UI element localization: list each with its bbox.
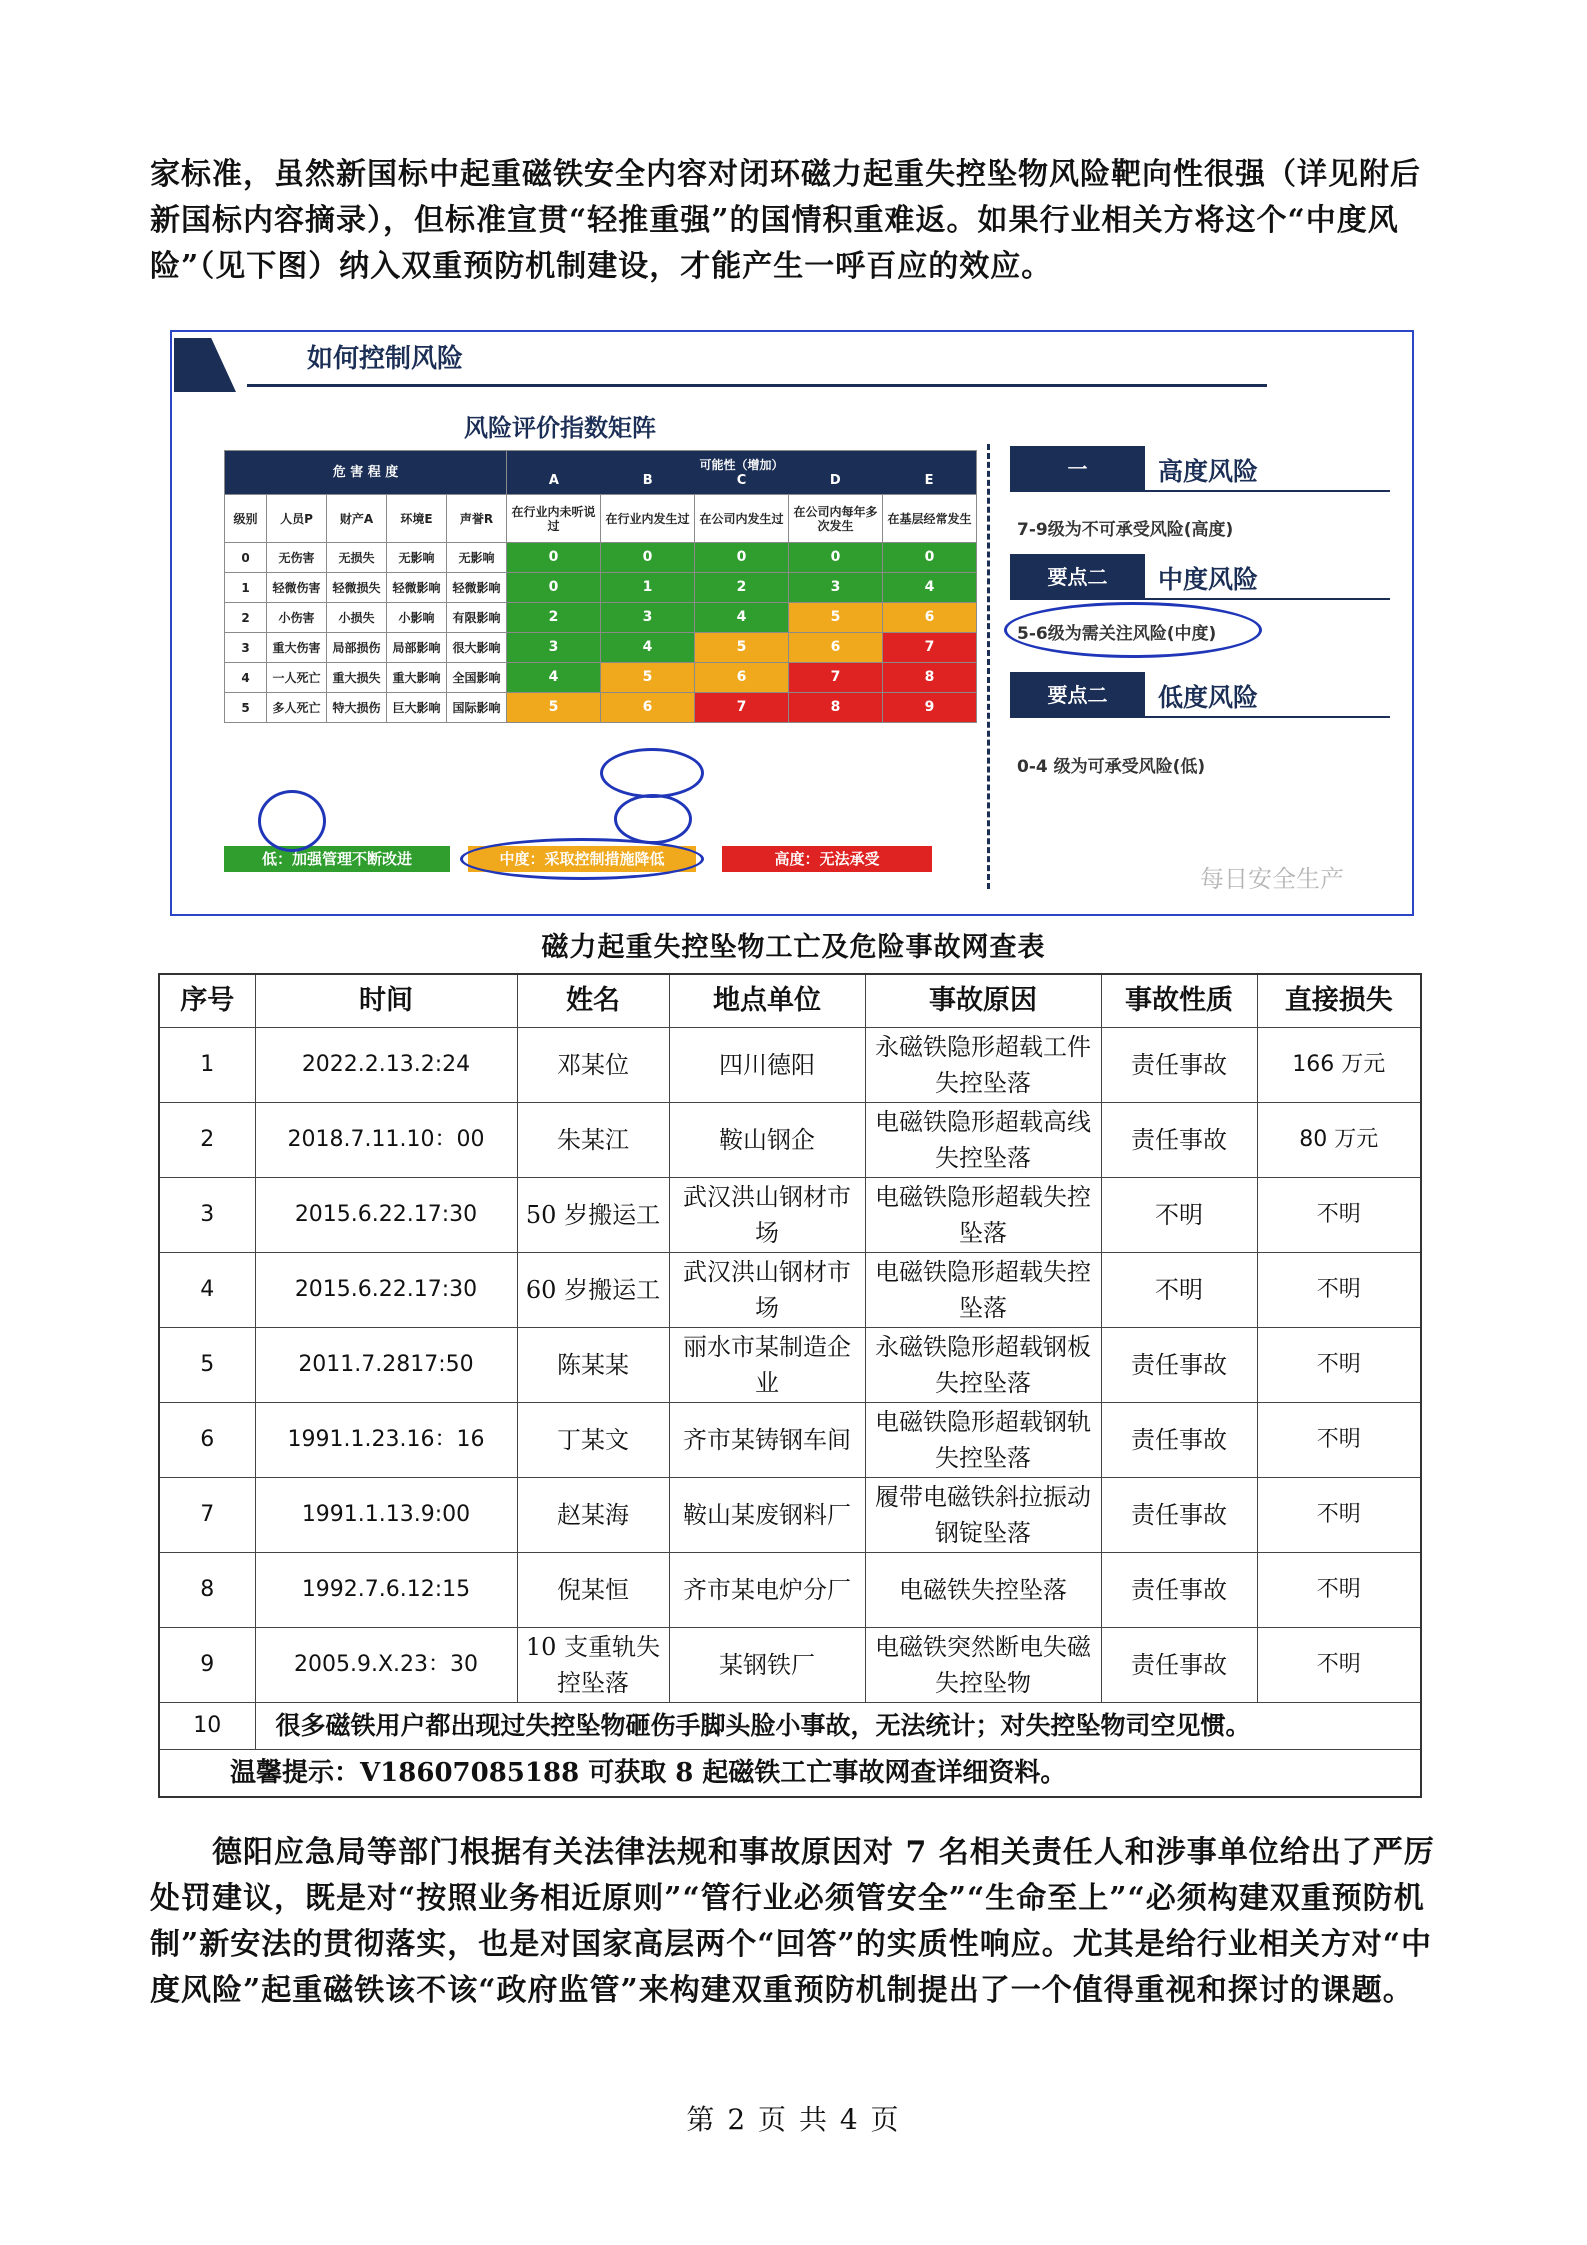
table-cell: 丁某文 (517, 1403, 669, 1478)
matrix-cell-r: 无影响 (447, 543, 507, 573)
matrix-cell-level: 4 (225, 663, 267, 693)
table-cell: 不明 (1257, 1553, 1421, 1628)
matrix-subheader: 人员P (267, 495, 327, 543)
table-cell: 1991.1.13.9:00 (255, 1478, 517, 1553)
risk-value-cell: 4 (601, 633, 695, 663)
matrix-cell-e: 轻微影响 (387, 573, 447, 603)
table-cell: 2015.6.22.17:30 (255, 1178, 517, 1253)
row10-note: 很多磁铁用户都出现过失控坠物砸伤手脚头脸小事故，无法统计；对失控坠物司空见惯。 (255, 1703, 1421, 1750)
possibility-letters (507, 473, 976, 488)
matrix-cell-a: 重大损失 (327, 663, 387, 693)
divider (987, 444, 990, 889)
col-letter: A (548, 472, 559, 488)
risk-value-cell: 0 (601, 543, 695, 573)
table-cell: 不明 (1257, 1403, 1421, 1478)
table-cell: 2005.9.X.23：30 (255, 1628, 517, 1703)
matrix-cell-p: 无伤害 (267, 543, 327, 573)
table-cell: 5 (159, 1328, 255, 1403)
risk-value-cell: 0 (695, 543, 789, 573)
risk-value-cell: 5 (601, 663, 695, 693)
mid-risk-text: 5-6级为需关注风险(中度) (1017, 624, 1217, 644)
col-letter: D (829, 472, 841, 488)
table-cell: 武汉洪山钢材市场 (669, 1253, 865, 1328)
risk-value-cell: 7 (789, 663, 883, 693)
mid-risk-text-highlight (1004, 602, 1262, 658)
matrix-subheader: 声誉R (447, 495, 507, 543)
table-cell: 166 万元 (1257, 1028, 1421, 1103)
matrix-cell-level: 0 (225, 543, 267, 573)
column-header: 直接损失 (1257, 974, 1421, 1028)
matrix-header-row (225, 451, 977, 495)
matrix-subheader: 级别 (225, 495, 267, 543)
table-cell: 朱某江 (517, 1103, 669, 1178)
matrix-subheader: 在公司内发生过 (695, 495, 789, 543)
table-cell: 1992.7.6.12:15 (255, 1553, 517, 1628)
matrix-row (225, 663, 977, 693)
table-cell: 鞍山钢企 (669, 1103, 865, 1178)
risk-value-cell: 6 (789, 633, 883, 663)
matrix-cell-a: 局部损伤 (327, 633, 387, 663)
matrix-cell-p: 轻微伤害 (267, 573, 327, 603)
matrix-subheader-row (225, 495, 977, 543)
table-row (159, 1103, 1421, 1178)
page-footer: 第 2 页 共 4 页 (686, 2103, 901, 2136)
matrix-subheader: 在行业内未听说过 (507, 495, 601, 543)
risk-value-cell: 6 (883, 603, 977, 633)
header-rule (247, 384, 1267, 387)
matrix-subheader: 在行业内发生过 (601, 495, 695, 543)
matrix-cell-level: 2 (225, 603, 267, 633)
matrix-row (225, 573, 977, 603)
header-band (174, 338, 236, 392)
risk-value-cell: 3 (507, 633, 601, 663)
risk-value-cell: 7 (883, 633, 977, 663)
risk-value-cell: 2 (695, 573, 789, 603)
table-cell: 责任事故 (1101, 1403, 1257, 1478)
matrix-cell-r: 很大影响 (447, 633, 507, 663)
table-row (159, 1028, 1421, 1103)
possibility-header (507, 451, 977, 495)
table-cell: 10 支重轨失控坠落 (517, 1628, 669, 1703)
column-header: 事故原因 (865, 974, 1101, 1028)
table-cell: 2022.2.13.2:24 (255, 1028, 517, 1103)
table-cell: 责任事故 (1101, 1028, 1257, 1103)
table-cell: 武汉洪山钢材市场 (669, 1178, 865, 1253)
table-cell: 电磁铁失控坠落 (865, 1553, 1101, 1628)
table-cell: 不明 (1257, 1478, 1421, 1553)
table-cell: 电磁铁突然断电失磁失控坠物 (865, 1628, 1101, 1703)
table-cell: 9 (159, 1628, 255, 1703)
table-row (159, 1553, 1421, 1628)
table-row (159, 1178, 1421, 1253)
matrix-row (225, 543, 977, 573)
high-risk-box (1010, 446, 1285, 492)
matrix-cell-p: 多人死亡 (267, 693, 327, 723)
table-cell: 6 (159, 1403, 255, 1478)
column-header: 时间 (255, 974, 517, 1028)
high-risk-tag: 一 (1010, 446, 1145, 492)
table-cell: 3 (159, 1178, 255, 1253)
high-risk-text: 7-9级为不可承受风险(高度) (1017, 520, 1234, 540)
mid-risk-label: 中度风险 (1158, 565, 1259, 594)
matrix-cell-e: 重大影响 (387, 663, 447, 693)
matrix-cell-a: 轻微损失 (327, 573, 387, 603)
table-cell: 2018.7.11.10：00 (255, 1103, 517, 1178)
table-cell: 邓某位 (517, 1028, 669, 1103)
risk-value-cell: 8 (789, 693, 883, 723)
table-row (159, 1478, 1421, 1553)
figure-header: 如何控制风险 (307, 344, 464, 374)
table-cell: 不明 (1257, 1328, 1421, 1403)
table-cell: 8 (159, 1553, 255, 1628)
low-risk-box (1010, 672, 1285, 718)
matrix-cell-e: 小影响 (387, 603, 447, 633)
table-cell: 电磁铁隐形超载高线失控坠落 (865, 1103, 1101, 1178)
matrix-row (225, 603, 977, 633)
matrix-subheader: 在基层经常发生 (883, 495, 977, 543)
risk-value-cell: 0 (883, 543, 977, 573)
table-cell: 80 万元 (1257, 1103, 1421, 1178)
cell-highlight-5 (600, 748, 704, 798)
table-cell: 某钢铁厂 (669, 1628, 865, 1703)
table-cell: 责任事故 (1101, 1478, 1257, 1553)
low-risk-label: 低度风险 (1158, 683, 1259, 712)
table-cell: 鞍山某废钢料厂 (669, 1478, 865, 1553)
col-letter: C (736, 472, 747, 488)
risk-value-cell: 4 (883, 573, 977, 603)
table-cell: 陈某某 (517, 1328, 669, 1403)
legend-low: 低：加强管理不断改进 (224, 846, 450, 872)
table-cell: 履带电磁铁斜拉振动钢锭坠落 (865, 1478, 1101, 1553)
high-risk-label: 高度风险 (1158, 457, 1259, 486)
fatality-highlight (258, 790, 326, 852)
matrix-subheader: 环境E (387, 495, 447, 543)
table-cell: 赵某海 (517, 1478, 669, 1553)
table-cell: 2 (159, 1103, 255, 1178)
accident-table (158, 973, 1422, 1798)
mid-legend-highlight (460, 838, 704, 880)
legend-mid: 中度：采取控制措施降低 (468, 846, 696, 872)
table-cell: 4 (159, 1253, 255, 1328)
matrix-cell-r: 轻微影响 (447, 573, 507, 603)
matrix-cell-level: 5 (225, 693, 267, 723)
mid-risk-tag: 要点二 (1010, 554, 1145, 600)
mid-risk-box (1010, 554, 1285, 600)
column-header: 姓名 (517, 974, 669, 1028)
table-cell: 2015.6.22.17:30 (255, 1253, 517, 1328)
legend-high: 高度：无法承受 (722, 846, 932, 872)
table-tip-row (159, 1750, 1421, 1798)
table-cell: 齐市某铸钢车间 (669, 1403, 865, 1478)
possibility-header-label: 可能性（增加） (699, 457, 784, 472)
matrix-cell-a: 特大损伤 (327, 693, 387, 723)
matrix-row (225, 633, 977, 663)
table-cell: 责任事故 (1101, 1328, 1257, 1403)
intro-paragraph: 家标准，虽然新国标中起重磁铁安全内容对闭环磁力起重失控坠物风险靶向性很强（详见附后新国标内容摘录），但标准宣贯“轻推重强”的国情积重难返。如果行业相关方将这个“中度风险”（见下图）纳入双重预防机制建设，才能产生一呼百应的效应。 (150, 157, 1421, 284)
table-cell: 2011.7.2817:50 (255, 1328, 517, 1403)
column-header: 事故性质 (1101, 974, 1257, 1028)
risk-value-cell: 6 (695, 663, 789, 693)
matrix-cell-a: 小损失 (327, 603, 387, 633)
table-cell: 不明 (1257, 1178, 1421, 1253)
risk-value-cell: 5 (507, 693, 601, 723)
risk-value-cell: 6 (601, 693, 695, 723)
matrix-cell-p: 重大伤害 (267, 633, 327, 663)
matrix-row (225, 693, 977, 723)
risk-matrix-figure (170, 330, 1414, 916)
col-letter: E (924, 472, 934, 488)
matrix-cell-r: 国际影响 (447, 693, 507, 723)
table-cell: 永磁铁隐形超载工件失控坠落 (865, 1028, 1101, 1103)
risk-value-cell: 9 (883, 693, 977, 723)
row10-number: 10 (159, 1703, 255, 1750)
table-row (159, 1253, 1421, 1328)
table-cell: 60 岁搬运工 (517, 1253, 669, 1328)
risk-value-cell: 4 (695, 603, 789, 633)
matrix-cell-e: 局部影响 (387, 633, 447, 663)
risk-value-cell: 5 (789, 603, 883, 633)
risk-value-cell: 0 (507, 573, 601, 603)
risk-value-cell: 3 (601, 603, 695, 633)
table-cell: 倪某恒 (517, 1553, 669, 1628)
low-risk-tag: 要点二 (1010, 672, 1145, 718)
table-cell: 电磁铁隐形超载失控坠落 (865, 1253, 1101, 1328)
table-cell: 不明 (1257, 1628, 1421, 1703)
matrix-subheader: 财产A (327, 495, 387, 543)
table-cell: 不明 (1257, 1253, 1421, 1328)
table-row (159, 1403, 1421, 1478)
matrix-cell-p: 一人死亡 (267, 663, 327, 693)
table-cell: 1 (159, 1028, 255, 1103)
matrix-subheader: 在公司内每年多次发生 (789, 495, 883, 543)
table-cell: 责任事故 (1101, 1628, 1257, 1703)
table-cell: 责任事故 (1101, 1103, 1257, 1178)
table-row (159, 1328, 1421, 1403)
column-header: 地点单位 (669, 974, 865, 1028)
matrix-cell-r: 有限影响 (447, 603, 507, 633)
table-row (159, 1628, 1421, 1703)
risk-value-cell: 5 (695, 633, 789, 663)
cell-highlight-6 (614, 794, 692, 844)
table-cell: 责任事故 (1101, 1553, 1257, 1628)
matrix-cell-a: 无损失 (327, 543, 387, 573)
risk-value-cell: 3 (789, 573, 883, 603)
col-letter: B (642, 472, 653, 488)
table-cell: 不明 (1101, 1253, 1257, 1328)
table-cell: 齐市某电炉分厂 (669, 1553, 865, 1628)
table-cell: 50 岁搬运工 (517, 1178, 669, 1253)
table-title: 磁力起重失控坠物工亡及危险事故网查表 (541, 932, 1046, 963)
table-cell: 电磁铁隐形超载钢轨失控坠落 (865, 1403, 1101, 1478)
table-tip: 温馨提示：V18607085188 可获取 8 起磁铁工亡事故网查详细资料。 (159, 1750, 1421, 1798)
hazard-header: 危 害 程 度 (225, 451, 507, 495)
table-cell: 7 (159, 1478, 255, 1553)
closing-paragraph: 德阳应急局等部门根据有关法律法规和事故原因对 7 名相关责任人和涉事单位给出了严厉处罚建议，既是对“按照业务相近原则”“管行业必须管安全”“生命至上”“必须构建双重预防机制”新安法的贯彻落实，也是对国家高层两个“回答”的实质性响应。尤其是给行业相关方对“中度风险”起重磁铁该不该“政府监管”来构建双重预防机制提出了一个值得重视和探讨的课题。 (150, 1835, 1435, 2008)
matrix-cell-level: 3 (225, 633, 267, 663)
risk-value-cell: 7 (695, 693, 789, 723)
matrix-cell-e: 巨大影响 (387, 693, 447, 723)
table-cell: 不明 (1101, 1178, 1257, 1253)
column-header: 序号 (159, 974, 255, 1028)
risk-value-cell: 1 (601, 573, 695, 603)
matrix-cell-p: 小伤害 (267, 603, 327, 633)
table-cell: 1991.1.23.16：16 (255, 1403, 517, 1478)
matrix-cell-level: 1 (225, 573, 267, 603)
table-cell: 丽水市某制造企业 (669, 1328, 865, 1403)
matrix-cell-e: 无影响 (387, 543, 447, 573)
low-risk-text: 0-4 级为可承受风险(低) (1017, 757, 1206, 777)
risk-value-cell: 4 (507, 663, 601, 693)
risk-matrix (224, 450, 977, 723)
risk-value-cell: 8 (883, 663, 977, 693)
table-row-10 (159, 1703, 1421, 1750)
matrix-title: 风险评价指数矩阵 (464, 414, 656, 442)
risk-value-cell: 0 (789, 543, 883, 573)
table-cell: 电磁铁隐形超载失控坠落 (865, 1178, 1101, 1253)
risk-value-cell: 0 (507, 543, 601, 573)
risk-value-cell: 2 (507, 603, 601, 633)
matrix-cell-r: 全国影响 (447, 663, 507, 693)
watermark: 每日安全生产 (1200, 865, 1344, 893)
table-cell: 永磁铁隐形超载钢板失控坠落 (865, 1328, 1101, 1403)
table-cell: 四川德阳 (669, 1028, 865, 1103)
